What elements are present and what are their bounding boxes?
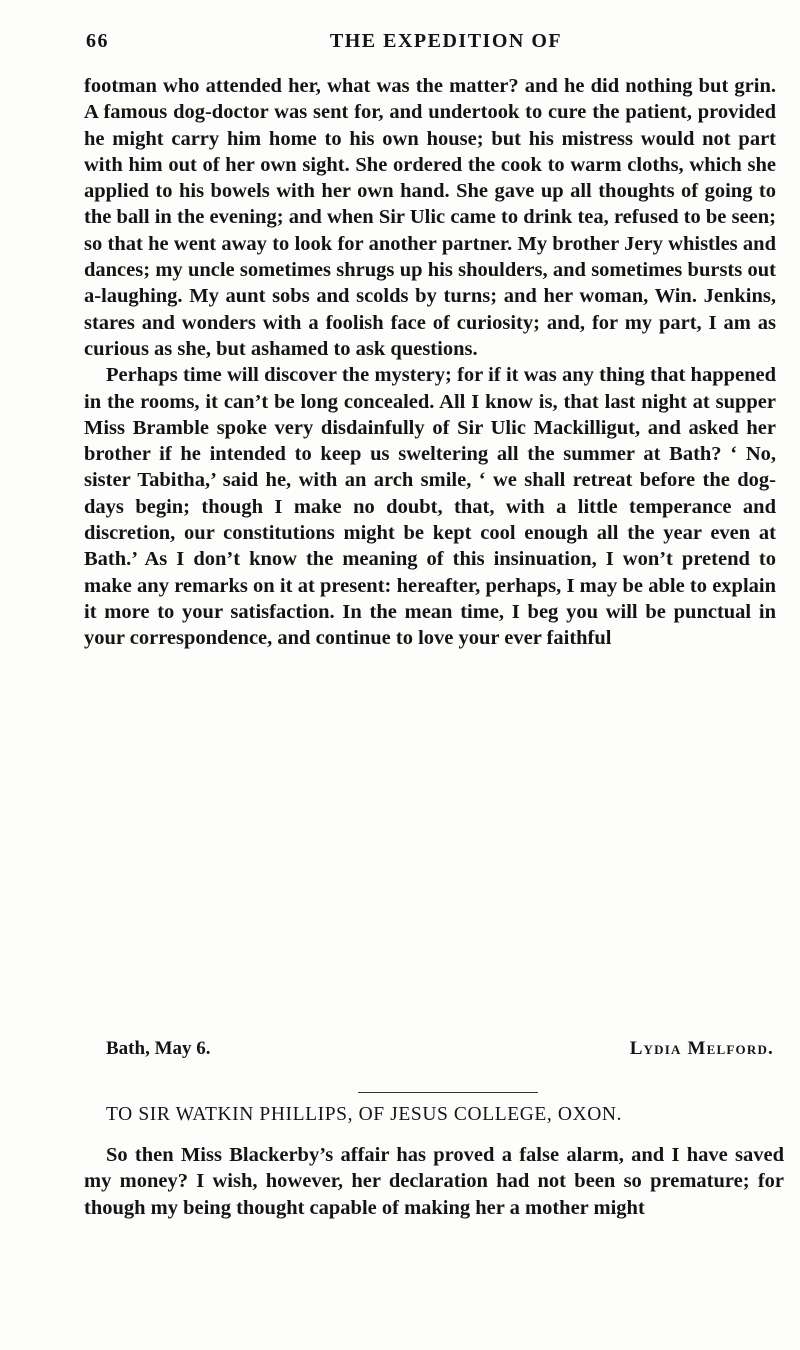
letter-signature: [106, 1038, 774, 1066]
next-letter-text: [84, 1142, 784, 1221]
page-number: 66: [86, 30, 109, 52]
running-head: THE EXPEDITION OF: [329, 30, 563, 52]
paragraph: footman who attended her, what was the matter? and he did nothing but grin. A famous dog-doctor was sent for, and undertook to cure the patient, provided he might carry him home to his own house; but his mistress would not part with him out of her own sight. She ordered the cook to warm cloths, which she applied to his bowels with her own hand. She gave up all thoughts of going to the ball in the evening; and when Sir Ulic came to drink tea, refused to be seen; so that he went away to look for another partner. My brother Jery whistles and dances; my uncle sometimes shrugs up his shoulders, and sometimes bursts out a-laughing. My aunt sobs and scolds by turns; and her woman, Win. Jenkins, stares and wonders with a foolish face of curiosity; and, for my part, I am as curious as she, but ashamed to ask questions.: [84, 75, 776, 360]
paragraph: Perhaps time will discover the mystery; for if it was any thing that happened in the rooms, it can’t be long concealed. All I know is, that last night at supper Miss Bramble spoke very disdainfully of Sir Ulic Mackilligut, and asked her brother if he intended to keep us sweltering all the summer at Bath? ‘ No, sister Tabitha,’ said he, with an arch smile, ‘ we shall retreat before the dog-days begin; though I make no doubt, that, with a little temperance and discretion, our constitutions might be kept cool enough all the year even at Bath.’ As I don’t know the meaning of this insinuation, I won’t pretend to make any remarks on it at present: hereafter, perhaps, I may be able to explain it more to your satisfaction. In the mean time, I beg you will be punctual in your correspondence, and continue to love your ever faithful: [84, 364, 776, 650]
letter-heading: TO SIR WATKIN PHILLIPS, OF JESUS COLLEGE, OXON.: [106, 1104, 623, 1125]
letter-text: [84, 73, 776, 652]
signature-name: Lydia Melford.: [629, 1038, 774, 1059]
paragraph: So then Miss Blackerby’s affair has proved a false alarm, and I have saved my money? I wish, however, her declaration had not been so premature; for though my being thought capable of making her a mother might: [84, 1144, 784, 1219]
section-divider: [358, 1092, 538, 1093]
page-header: [86, 30, 786, 60]
signature-date: Bath, May 6.: [106, 1038, 211, 1059]
